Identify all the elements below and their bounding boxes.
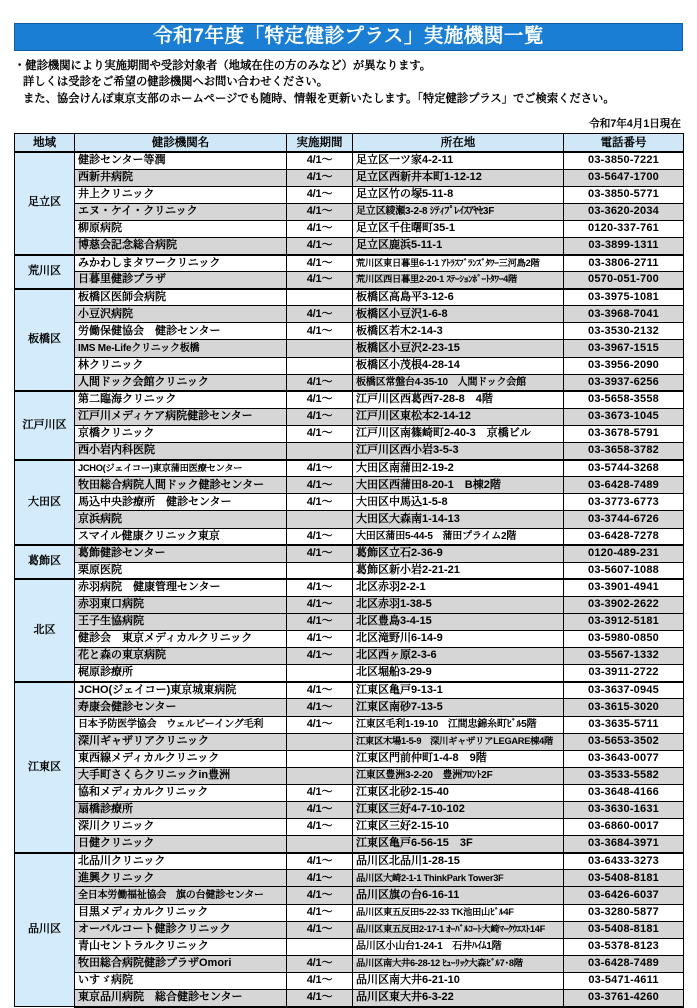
- period-cell: [287, 938, 353, 955]
- region-cell: 荒川区: [15, 255, 75, 289]
- address-cell: 大田区南蒲田2-19-2: [353, 460, 564, 477]
- period-cell: 4/1～: [287, 186, 353, 203]
- address-cell: 北区赤羽2-2-1: [353, 579, 564, 596]
- institution-name-cell: 扇橋診療所: [75, 802, 287, 819]
- address-cell: 板橋区若木2-14-3: [353, 323, 564, 340]
- institution-name-cell: 小豆沢病院: [75, 306, 287, 323]
- table-row: [15, 938, 684, 955]
- institution-name-cell: 栗原医院: [75, 562, 287, 579]
- region-cell: 板橋区: [15, 289, 75, 392]
- address-cell: 江東区三好4-7-10-102: [353, 802, 564, 819]
- institution-name-cell: 西新井病院: [75, 169, 287, 186]
- telephone-cell: 03-5653-3502: [564, 733, 684, 750]
- table-row: [15, 648, 684, 665]
- telephone-cell: 03-3806-2711: [564, 255, 684, 272]
- telephone-cell: 03-6428-7278: [564, 528, 684, 545]
- telephone-cell: 03-6426-6037: [564, 887, 684, 904]
- period-cell: 4/1～: [287, 374, 353, 391]
- telephone-cell: 03-6860-0017: [564, 819, 684, 836]
- institution-name-cell: 江戸川メディケア病院健診センター: [75, 408, 287, 425]
- address-cell: 江東区毛利1-19-10 江間忠錦糸町ﾋﾞﾙ5階: [353, 716, 564, 733]
- telephone-cell: 03-3635-5711: [564, 716, 684, 733]
- institution-name-cell: 王子生協病院: [75, 613, 287, 630]
- table-row: [15, 631, 684, 648]
- table-row: [15, 921, 684, 938]
- table-row: [15, 545, 684, 562]
- address-cell: 北区堀船3-29-9: [353, 665, 564, 682]
- institution-name-cell: いすゞ病院: [75, 972, 287, 989]
- table-row: [15, 237, 684, 254]
- address-cell: 大田区西蒲田8-20-1 B棟2階: [353, 477, 564, 494]
- period-cell: 4/1～: [287, 716, 353, 733]
- period-cell: 4/1～: [287, 631, 353, 648]
- telephone-cell: 03-3678-5791: [564, 425, 684, 442]
- address-cell: 葛飾区新小岩2-21-21: [353, 562, 564, 579]
- telephone-cell: 03-3620-2034: [564, 203, 684, 220]
- table-row: [15, 152, 684, 169]
- table-row: [15, 870, 684, 887]
- institution-name-cell: 東京品川病院 総合健診センター: [75, 990, 287, 1007]
- table-row: [15, 819, 684, 836]
- institution-name-cell: 北品川クリニック: [75, 853, 287, 870]
- table-row: [15, 836, 684, 853]
- table-row: [15, 357, 684, 374]
- telephone-cell: 03-3761-4260: [564, 990, 684, 1007]
- period-cell: [287, 750, 353, 767]
- institution-name-cell: 西小岩内科医院: [75, 443, 287, 460]
- table-row: [15, 990, 684, 1007]
- address-cell: 品川区旗の台6-16-11: [353, 887, 564, 904]
- institution-name-cell: 梶原診療所: [75, 665, 287, 682]
- period-cell: [287, 767, 353, 784]
- table-row: [15, 596, 684, 613]
- telephone-cell: 03-3899-1311: [564, 237, 684, 254]
- telephone-cell: 03-3658-3782: [564, 443, 684, 460]
- table-row: [15, 391, 684, 408]
- address-cell: 足立区鹿浜5-11-1: [353, 237, 564, 254]
- table-row: [15, 443, 684, 460]
- period-cell: [287, 665, 353, 682]
- table-row: [15, 220, 684, 237]
- telephone-cell: 03-3911-2722: [564, 665, 684, 682]
- period-cell: 4/1～: [287, 323, 353, 340]
- address-cell: 葛飾区立石2-36-9: [353, 545, 564, 562]
- period-cell: 4/1～: [287, 596, 353, 613]
- telephone-cell: 03-5408-8181: [564, 921, 684, 938]
- period-cell: 4/1～: [287, 425, 353, 442]
- institution-name-cell: 目黒メディカルクリニック: [75, 904, 287, 921]
- institution-name-cell: 深川ギャザリアクリニック: [75, 733, 287, 750]
- address-cell: 江東区北砂2-15-40: [353, 784, 564, 801]
- address-cell: 品川区南大井6-21-10: [353, 972, 564, 989]
- address-cell: 荒川区東日暮里6-1-1 ｱﾄﾗｽﾌﾞﾗﾝｽﾞﾀﾜｰ三河島2階: [353, 255, 564, 272]
- institution-name-cell: 日健クリニック: [75, 836, 287, 853]
- period-cell: [287, 443, 353, 460]
- period-cell: 4/1～: [287, 169, 353, 186]
- address-cell: 江東区亀戸9-13-1: [353, 682, 564, 699]
- institution-name-cell: 井上クリニック: [75, 186, 287, 203]
- institution-name-cell: 健診センター等潤: [75, 152, 287, 169]
- column-header-tel: 電話番号: [564, 134, 684, 152]
- period-cell: 4/1～: [287, 648, 353, 665]
- address-cell: 板橋区小茂根4-28-14: [353, 357, 564, 374]
- period-cell: [287, 357, 353, 374]
- address-cell: 品川区東大井6-3-22: [353, 990, 564, 1007]
- institution-name-cell: エヌ・ケイ・クリニック: [75, 203, 287, 220]
- period-cell: 4/1～: [287, 579, 353, 596]
- table-row: [15, 374, 684, 391]
- table-row: [15, 579, 684, 596]
- address-cell: 江戸川区西葛西7-28-8 4階: [353, 391, 564, 408]
- address-cell: 足立区竹の塚5-11-8: [353, 186, 564, 203]
- telephone-cell: 03-3967-1515: [564, 340, 684, 357]
- table-row: [15, 716, 684, 733]
- institution-name-cell: 労働保健協会 健診センター: [75, 323, 287, 340]
- telephone-cell: 03-3648-4166: [564, 784, 684, 801]
- institution-name-cell: 花と森の東京病院: [75, 648, 287, 665]
- period-cell: [287, 836, 353, 853]
- telephone-cell: 03-5378-8123: [564, 938, 684, 955]
- table-row: [15, 853, 684, 870]
- institution-name-cell: 牧田総合病院健診プラザOmori: [75, 955, 287, 972]
- address-cell: 足立区千住曙町35-1: [353, 220, 564, 237]
- telephone-cell: 03-3630-1631: [564, 802, 684, 819]
- address-cell: 北区西ヶ原2-3-6: [353, 648, 564, 665]
- address-cell: 北区赤羽1-38-5: [353, 596, 564, 613]
- address-cell: 江戸川区南篠崎町2-40-3 京橋ビル: [353, 425, 564, 442]
- table-row: [15, 562, 684, 579]
- table-row: [15, 750, 684, 767]
- institution-name-cell: 第二臨海クリニック: [75, 391, 287, 408]
- table-row: [15, 460, 684, 477]
- address-cell: 江戸川区西小岩3-5-3: [353, 443, 564, 460]
- address-cell: 品川区大崎2-1-1 ThinkPark Tower3F: [353, 870, 564, 887]
- period-cell: 4/1～: [287, 152, 353, 169]
- table-row: [15, 784, 684, 801]
- address-cell: 足立区綾瀬3-2-8 ｼﾃｨﾌﾟﾚｲｽｱﾔｾ3F: [353, 203, 564, 220]
- institution-name-cell: 柳原病院: [75, 220, 287, 237]
- institution-name-cell: 大手町さくらクリニックin豊洲: [75, 767, 287, 784]
- period-cell: [287, 733, 353, 750]
- period-cell: 4/1～: [287, 203, 353, 220]
- table-row: [15, 733, 684, 750]
- period-cell: 4/1～: [287, 272, 353, 289]
- telephone-cell: 03-3533-5582: [564, 767, 684, 784]
- telephone-cell: 03-3684-3971: [564, 836, 684, 853]
- institution-name-cell: 赤羽東口病院: [75, 596, 287, 613]
- address-cell: 江戸川区東松本2-14-12: [353, 408, 564, 425]
- table-row: [15, 904, 684, 921]
- table-row: [15, 665, 684, 682]
- institution-name-cell: 深川クリニック: [75, 819, 287, 836]
- period-cell: 4/1～: [287, 853, 353, 870]
- address-cell: 大田区大森南1-14-13: [353, 511, 564, 528]
- table-row: [15, 255, 684, 272]
- institution-name-cell: 人間ドック会館クリニック: [75, 374, 287, 391]
- address-cell: 品川区南大井6-28-12 ﾋｭｰﾘｯｸ大森ﾋﾞﾙ7･8階: [353, 955, 564, 972]
- institution-name-cell: 林クリニック: [75, 357, 287, 374]
- period-cell: 4/1～: [287, 237, 353, 254]
- table-row: [15, 494, 684, 511]
- address-cell: 品川区小山台1-24-1 石井ﾊｲﾑ1階: [353, 938, 564, 955]
- telephone-cell: 03-3975-1081: [564, 289, 684, 306]
- telephone-cell: 03-3956-2090: [564, 357, 684, 374]
- address-cell: 江東区木場1-5-9 深川ギャザリアLEGARE棟4階: [353, 733, 564, 750]
- period-cell: 4/1～: [287, 955, 353, 972]
- column-header-address: 所在地: [353, 134, 564, 152]
- address-cell: 足立区西新井本町1-12-12: [353, 169, 564, 186]
- region-cell: 江東区: [15, 682, 75, 853]
- institution-name-cell: オーバルコート健診クリニック: [75, 921, 287, 938]
- period-cell: 4/1～: [287, 306, 353, 323]
- table-row: [15, 169, 684, 186]
- period-cell: 4/1～: [287, 220, 353, 237]
- telephone-cell: 03-3530-2132: [564, 323, 684, 340]
- institutions-table: [14, 133, 684, 1007]
- address-cell: 板橋区高島平3-12-6: [353, 289, 564, 306]
- telephone-cell: 03-3637-0945: [564, 682, 684, 699]
- notes-block: [14, 58, 683, 107]
- table-row: [15, 699, 684, 716]
- telephone-cell: 03-3850-7221: [564, 152, 684, 169]
- table-row: [15, 425, 684, 442]
- period-cell: 4/1～: [287, 460, 353, 477]
- address-cell: 北区豊島3-4-15: [353, 613, 564, 630]
- period-cell: 4/1～: [287, 682, 353, 699]
- table-row: [15, 682, 684, 699]
- telephone-cell: 03-6428-7489: [564, 477, 684, 494]
- institution-name-cell: 京浜病院: [75, 511, 287, 528]
- period-cell: 4/1～: [287, 613, 353, 630]
- institution-name-cell: 全日本労働福祉協会 旗の台健診センター: [75, 887, 287, 904]
- table-row: [15, 955, 684, 972]
- telephone-cell: 03-3643-0077: [564, 750, 684, 767]
- page-title-banner: [14, 23, 683, 51]
- table-row: [15, 186, 684, 203]
- table-row: [15, 323, 684, 340]
- telephone-cell: 03-3912-5181: [564, 613, 684, 630]
- table-body: [15, 152, 684, 1007]
- telephone-cell: 03-3901-4941: [564, 579, 684, 596]
- address-cell: 江東区三好2-15-10: [353, 819, 564, 836]
- address-cell: 板橋区小豆沢2-23-15: [353, 340, 564, 357]
- table-row: [15, 272, 684, 289]
- region-cell: 品川区: [15, 853, 75, 1007]
- institution-name-cell: 板橋区医師会病院: [75, 289, 287, 306]
- table-row: [15, 408, 684, 425]
- telephone-cell: 03-5744-3268: [564, 460, 684, 477]
- table-row: [15, 528, 684, 545]
- column-header-period: 実施期間: [287, 134, 353, 152]
- period-cell: [287, 289, 353, 306]
- table-row: [15, 511, 684, 528]
- address-cell: 品川区北品川1-28-15: [353, 853, 564, 870]
- address-cell: 北区滝野川6-14-9: [353, 631, 564, 648]
- table-row: [15, 767, 684, 784]
- telephone-cell: 03-5408-8181: [564, 870, 684, 887]
- institution-name-cell: 東西線メディカルクリニック: [75, 750, 287, 767]
- telephone-cell: 03-3615-3020: [564, 699, 684, 716]
- institution-name-cell: 赤羽病院 健康管理センター: [75, 579, 287, 596]
- address-cell: 足立区一ツ家4-2-11: [353, 152, 564, 169]
- period-cell: 4/1～: [287, 699, 353, 716]
- region-cell: 北区: [15, 579, 75, 682]
- period-cell: 4/1～: [287, 819, 353, 836]
- telephone-cell: 03-3673-1045: [564, 408, 684, 425]
- period-cell: [287, 562, 353, 579]
- institution-name-cell: 健診会 東京メディカルクリニック: [75, 631, 287, 648]
- address-cell: 品川区東五反田5-22-33 TK池田山ﾋﾞﾙ4F: [353, 904, 564, 921]
- period-cell: [287, 511, 353, 528]
- period-cell: 4/1～: [287, 887, 353, 904]
- address-cell: 品川区東五反田2-17-1 ｵｰﾊﾞﾙｺｰﾄ大崎ﾏｰｸｳｴｽﾄ14F: [353, 921, 564, 938]
- telephone-cell: 0570-051-700: [564, 272, 684, 289]
- address-cell: 荒川区西日暮里2-20-1 ｽﾃｰｼｮﾝﾎﾟｰﾄﾀﾜｰ4階: [353, 272, 564, 289]
- telephone-cell: 0120-489-231: [564, 545, 684, 562]
- table-row: [15, 203, 684, 220]
- period-cell: 4/1～: [287, 990, 353, 1007]
- page-title: 令和7年度「特定健診プラス」実施機関一覧: [153, 25, 544, 48]
- institution-name-cell: 協和メディカルクリニック: [75, 784, 287, 801]
- institution-name-cell: 青山セントラルクリニック: [75, 938, 287, 955]
- telephone-cell: 03-3850-5771: [564, 186, 684, 203]
- institution-name-cell: スマイル健康クリニック東京: [75, 528, 287, 545]
- institution-name-cell: 寿康会健診センター: [75, 699, 287, 716]
- address-cell: 江東区亀戸6-56-15 3F: [353, 836, 564, 853]
- region-cell: 大田区: [15, 460, 75, 545]
- institution-name-cell: みかわしまタワークリニック: [75, 255, 287, 272]
- period-cell: [287, 340, 353, 357]
- address-cell: 江東区門前仲町1-4-8 9階: [353, 750, 564, 767]
- table-row: [15, 306, 684, 323]
- page-root: [0, 23, 697, 1004]
- period-cell: 4/1～: [287, 784, 353, 801]
- telephone-cell: 03-6433-3273: [564, 853, 684, 870]
- address-cell: 板橋区常盤台4-35-10 人間ドック会館: [353, 374, 564, 391]
- period-cell: 4/1～: [287, 528, 353, 545]
- note-line-1: ・健診機関により実施期間や受診対象者（地域在住の方のみなど）が異なります。: [14, 60, 432, 72]
- institution-name-cell: JCHO(ジェイコー)東京城東病院: [75, 682, 287, 699]
- telephone-cell: 03-5567-1332: [564, 648, 684, 665]
- note-line-3: また、協会けんぽ東京支部のホームページでも随時、情報を更新いたします。「特定健診プラス」でご検索ください。: [23, 92, 615, 105]
- telephone-cell: 03-5980-0850: [564, 631, 684, 648]
- note-line-2: 詳しくは受診をご希望の健診機関へお問い合わせください。: [23, 76, 329, 89]
- telephone-cell: 03-5471-4611: [564, 972, 684, 989]
- telephone-cell: 03-3937-6256: [564, 374, 684, 391]
- institution-name-cell: JCHO(ジェイコー)東京蒲田医療センター: [75, 460, 287, 477]
- institution-name-cell: 進興クリニック: [75, 870, 287, 887]
- column-header-name: 健診機関名: [75, 134, 287, 152]
- as-of-date: 令和7年4月1日現在: [589, 118, 681, 131]
- period-cell: 4/1～: [287, 477, 353, 494]
- telephone-cell: 03-6428-7489: [564, 955, 684, 972]
- table-row: [15, 340, 684, 357]
- telephone-cell: 03-3968-7041: [564, 306, 684, 323]
- institution-name-cell: IMS Me-Lifeクリニック板橋: [75, 340, 287, 357]
- period-cell: 4/1～: [287, 545, 353, 562]
- table-header-row: [15, 134, 684, 152]
- table-row: [15, 972, 684, 989]
- period-cell: 4/1～: [287, 408, 353, 425]
- table-row: [15, 802, 684, 819]
- institution-name-cell: 日暮里健診プラザ: [75, 272, 287, 289]
- telephone-cell: 03-5658-3558: [564, 391, 684, 408]
- address-cell: 江東区豊洲3-2-20 豊洲ﾌﾛﾝﾄ2F: [353, 767, 564, 784]
- table-row: [15, 289, 684, 306]
- telephone-cell: 0120-337-761: [564, 220, 684, 237]
- address-cell: 大田区中馬込1-5-8: [353, 494, 564, 511]
- telephone-cell: 03-3280-5877: [564, 904, 684, 921]
- column-header-region: 地域: [15, 134, 75, 152]
- period-cell: 4/1～: [287, 972, 353, 989]
- table-row: [15, 613, 684, 630]
- telephone-cell: 03-3902-2622: [564, 596, 684, 613]
- telephone-cell: 03-3744-6726: [564, 511, 684, 528]
- institution-name-cell: 日本予防医学協会 ウェルビーイング毛利: [75, 716, 287, 733]
- institution-name-cell: 京橋クリニック: [75, 425, 287, 442]
- table-row: [15, 477, 684, 494]
- address-cell: 江東区南砂7-13-5: [353, 699, 564, 716]
- telephone-cell: 03-5647-1700: [564, 169, 684, 186]
- period-cell: 4/1～: [287, 802, 353, 819]
- region-cell: 江戸川区: [15, 391, 75, 459]
- institution-name-cell: 博慈会記念総合病院: [75, 237, 287, 254]
- telephone-cell: 03-3773-6773: [564, 494, 684, 511]
- telephone-cell: 03-5607-1088: [564, 562, 684, 579]
- address-cell: 板橋区小豆沢1-6-8: [353, 306, 564, 323]
- period-cell: 4/1～: [287, 391, 353, 408]
- address-cell: 大田区蒲田5-44-5 蒲田プライム2階: [353, 528, 564, 545]
- period-cell: 4/1～: [287, 255, 353, 272]
- period-cell: 4/1～: [287, 870, 353, 887]
- region-cell: 葛飾区: [15, 545, 75, 579]
- institution-name-cell: 牧田総合病院人間ドック健診センター: [75, 477, 287, 494]
- table-row: [15, 887, 684, 904]
- period-cell: 4/1～: [287, 921, 353, 938]
- period-cell: 4/1～: [287, 904, 353, 921]
- region-cell: 足立区: [15, 152, 75, 255]
- institution-name-cell: 葛飾健診センター: [75, 545, 287, 562]
- institution-name-cell: 馬込中央診療所 健診センター: [75, 494, 287, 511]
- period-cell: 4/1～: [287, 494, 353, 511]
